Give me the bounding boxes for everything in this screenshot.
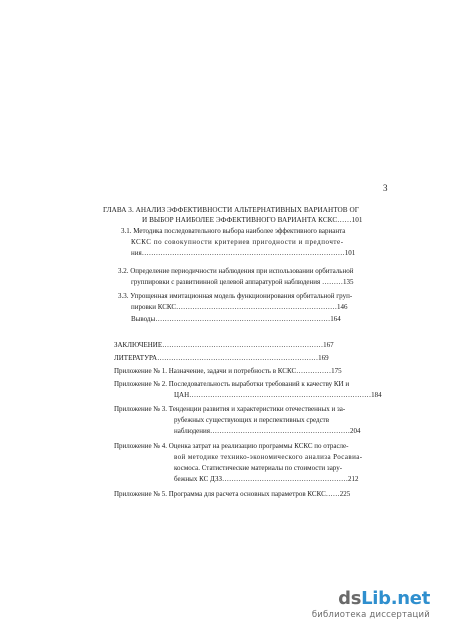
watermark-subtitle: библиотека диссертаций xyxy=(311,610,430,620)
toc-appendix-4-cont: вой методике технико-экономического анализа Росавиа- xyxy=(174,453,363,461)
toc-literature: ЛИТЕРАТУРА……………………………………………………………169 xyxy=(114,354,329,362)
toc-entry-3-2: 3.2. Определение периодичности наблюдения при использовании орбитальной xyxy=(118,267,354,275)
toc-appendix-4-page: бежных КС ДЗЗ………………………………………………212 xyxy=(174,475,359,483)
watermark xyxy=(312,590,430,620)
toc-appendix-3: Приложение № 3. Тенденции развития и характеристики отечественных и за- xyxy=(114,405,346,413)
toc-entry-3-3: 3.3. Упрощенная имитационная модель функционирования орбитальной груп- xyxy=(118,292,353,300)
toc-entry-3-2-cont: группировки с развитиинной целевой аппаратурой наблюдения ………135 xyxy=(131,278,354,286)
chapter-3-title: ГЛАВА 3. АНАЛИЗ ЭФФЕКТИВНОСТИ АЛЬТЕРНАТИВНЫХ ВАРИАНТОВ ОГ xyxy=(103,206,359,214)
page-number: 3 xyxy=(383,183,388,193)
chapter-3-title-cont: И ВЫБОР НАИБОЛЕЕ ЭФФЕКТИВНОГО ВАРИАНТА КСКС……101 xyxy=(142,216,363,224)
toc-appendix-3-page: наблюдения……………………………………………………204 xyxy=(174,427,361,435)
toc-entry-conclusions: Выводы…………………………………………………………………164 xyxy=(131,315,341,323)
toc-appendix-4: Приложение № 4. Оценка затрат на реализацию программы КСКС по отрасле- xyxy=(114,442,349,450)
toc-appendix-2-cont: ЦАН……………………………………………………………………184 xyxy=(174,391,382,399)
toc-appendix-5: Приложение № 5. Программа для расчета основных параметров КСКС……225 xyxy=(114,490,351,498)
toc-appendix-3-cont: рубежных существующих и перспективных средств xyxy=(174,416,330,424)
dslib-logo: dsLib.net xyxy=(338,588,430,609)
toc-entry-3-3-cont: пировки КСКС……………………………………………………………146 xyxy=(131,303,348,311)
toc-appendix-2: Приложение № 2. Последовательность выработки требований к качеству КИ и xyxy=(114,380,350,388)
toc-conclusion: ЗАКЛЮЧЕНИЕ……………………………………………………………167 xyxy=(114,341,334,349)
toc-appendix-1: Приложение № 1. Назначение, задачи и потребность в КСКС……………175 xyxy=(114,367,342,375)
toc-entry-3-1-cont: КСКС по совокупности критериев пригодности и предпочте- xyxy=(131,238,344,246)
toc-entry-3-1-page: ния……………………………………………………………………………101 xyxy=(131,249,356,257)
toc-appendix-4-cont2: космоса. Статистические материалы по стоимости зару- xyxy=(174,464,343,472)
toc-entry-3-1: 3.1. Методика последовательного выбора наиболее эффективного варианта xyxy=(121,227,346,235)
